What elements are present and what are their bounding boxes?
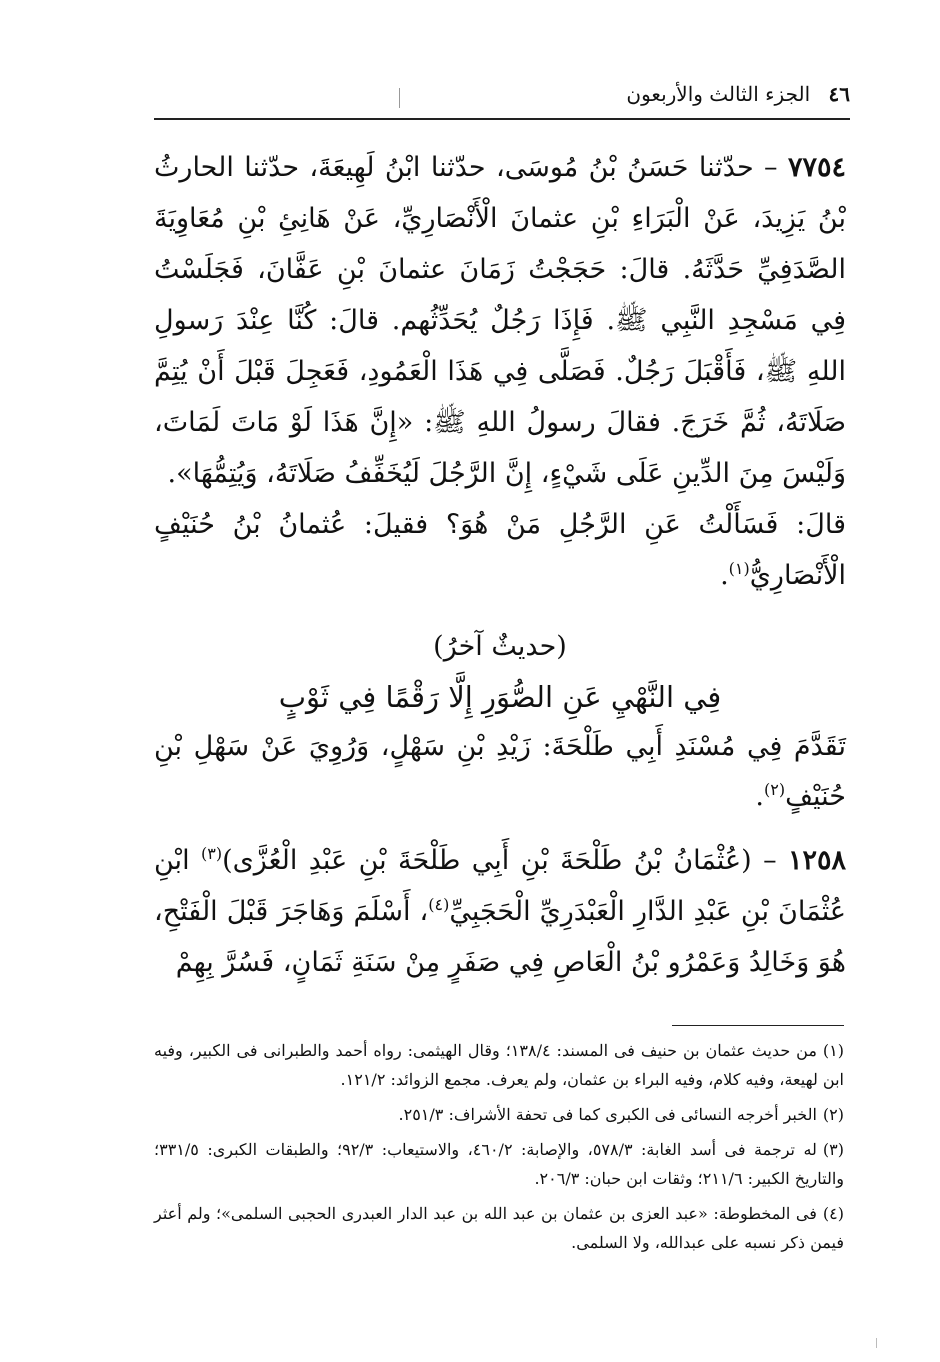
- biography-text-2: ، أَسْلَمَ وَهَاجَرَ قَبْلَ الْفَتْحِ، هُوَ وَخَالِدُ وَعَمْرُو بْنُ الْعَاصِ فِي صَفَرٍ مِنْ سَنَةِ ثَمَانٍ، فَسُرَّ بِهِمْ: [154, 896, 846, 978]
- footnote-text: الخبر أخرجه النسائى فى الكبرى كما فى تحفة الأشراف: ٢٥١/٣.: [398, 1105, 817, 1124]
- footnote-4: [154, 1199, 844, 1257]
- footnotes: [154, 1036, 844, 1263]
- running-head: [626, 82, 850, 106]
- page-number: ٤٦: [828, 82, 850, 106]
- biography-paragraph: [154, 835, 846, 988]
- section-subtitle: فِي النَّهْيِ عَنِ الصُّوَرِ إِلَّا رَقْمًا فِي ثَوْبٍ: [278, 680, 722, 714]
- section-title: (حديثٌ آخرُ): [433, 631, 567, 662]
- footnote-number: (٤): [822, 1204, 844, 1223]
- header-rule: [154, 118, 850, 120]
- hadith-block: [154, 142, 846, 601]
- footnote-ref-2[interactable]: (٢): [763, 780, 786, 799]
- footnote-number: (٢): [822, 1105, 844, 1124]
- footnote-separator: [672, 1025, 844, 1026]
- footnote-ref-4[interactable]: (٤): [428, 895, 450, 914]
- hadith-paragraph: [154, 142, 846, 499]
- biography-number: ١٢٥٨: [787, 845, 846, 876]
- section-block: [154, 622, 846, 822]
- section-body-text: تَقَدَّمَ فِي مُسْنَدِ أَبِي طَلْحَةَ: زَيْدِ بْنِ سَهْلٍ، وَرُوِيَ عَنْ سَهْلِ بْنِ حُنَيْفٍ: [154, 731, 846, 812]
- header-tick-mark: [399, 88, 400, 108]
- section-end-mark: .: [755, 781, 764, 812]
- hadith-text: – حدّثنا حَسَنُ بْنُ مُوسَى، حدّثنا ابْنُ لَهِيعَةَ، حدّثنا الحارثُ بْنُ يَزِيدَ، عَنْ الْبَرَاءِ بْنِ عثمانَ الْأَنْصَارِيِّ، عَنْ هَانِئِ بْنِ مُعَاوِيَةَ الصَّدَفِيِّ حَدَّثَهُ. قالَ: حَجَجْتُ زَمَانَ عثمانَ بْنِ عَفَّانَ، فَجَلَسْتُ فِي مَسْجِدِ النَّبِي ﷺ. فَإِذَا رَجُلٌ يُحَدِّثُهم. قالَ: كُنَّا عِنْدَ رَسولِ اللهِ ﷺ، فَأَقْبَلَ رَجُلٌ. فَصَلَّى فِي هَذَا الْعَمُودِ، فَعَجِلَ قَبْلَ أَنْ يُتِمَّ صَلَاتَهُ، ثُمَّ خَرَجَ. فقالَ رسولُ اللهِ ﷺ: «إِنَّ هَذَا لَوْ مَاتَ لَمَاتَ، وَلَيْسَ مِنَ الدِّينِ عَلَى شَيْءٍ، إِنَّ الرَّجُلَ لَيُخَفِّفُ صَلَاتَهُ، وَيُتِمُّهَا».: [154, 152, 846, 489]
- hadith-number: ٧٧٥٤: [787, 152, 846, 183]
- footnote-ref-3[interactable]: (٣): [200, 844, 223, 863]
- section-body: [154, 722, 846, 822]
- footnote-text: فى المخطوطة: «عبد العزى بن عثمان بن عبد الله بن عبد الدار العبدرى الحجبى السلمى»؛ ولم أعثر فيمن ذكر نسبه على عبدالله، ولا السلمى.: [154, 1204, 844, 1252]
- hadith-end-mark: .: [720, 560, 729, 591]
- footnote-2: [154, 1100, 844, 1129]
- footnote-number: (١): [822, 1041, 845, 1060]
- biography-block: [154, 835, 846, 988]
- hadith-closing-text: قالَ: فَسَأَلْتُ عَنِ الرَّجُلِ مَنْ هُوَ؟ فقيلَ: عُثمانُ بْنُ حُنَيْفٍ الْأَنْصَارِيُّ: [154, 509, 846, 591]
- footnote-number: (٣): [822, 1140, 845, 1159]
- footnote-1: [154, 1036, 844, 1094]
- footnote-text: من حديث عثمان بن حنيف فى المسند: ١٣٨/٤؛ وقال الهيثمى: رواه أحمد والطبرانى فى الكبير، وفيه ابن لهيعة، وفيه كلام، وفيه البراء بن عثمان، ولم يعرف. مجمع الزوائد: ١٢١/٢.: [154, 1041, 844, 1089]
- footnote-ref-1[interactable]: (١): [728, 559, 750, 578]
- biography-text-1: ابْنِ عُثْمَانَ بْنِ عَبْدِ الدَّارِ الْعَبْدَرِيِّ الْحَجَبِيِّ: [154, 845, 846, 927]
- scan-mark: [876, 1338, 877, 1348]
- footnote-3: [154, 1135, 844, 1193]
- volume-title: الجزء الثالث والأربعون: [626, 82, 811, 106]
- footnote-text: له ترجمة فى أسد الغابة: ٥٧٨/٣، والإصابة: ٤٦٠/٢، والاستيعاب: ٩٢/٣؛ والطبقات الكبرى: ٣٣١/٥؛ والتاريخ الكبير: ٢١١/٦؛ وثقات ابن حبان: ٢٠٦/٣.: [154, 1140, 844, 1188]
- biography-heading: – (عُثْمَانُ بْنُ طَلْحَةَ بْنِ أَبِي طَلْحَةَ بْنِ عَبْدِ الْعُزَّى): [222, 845, 777, 876]
- hadith-closing-paragraph: [154, 499, 846, 601]
